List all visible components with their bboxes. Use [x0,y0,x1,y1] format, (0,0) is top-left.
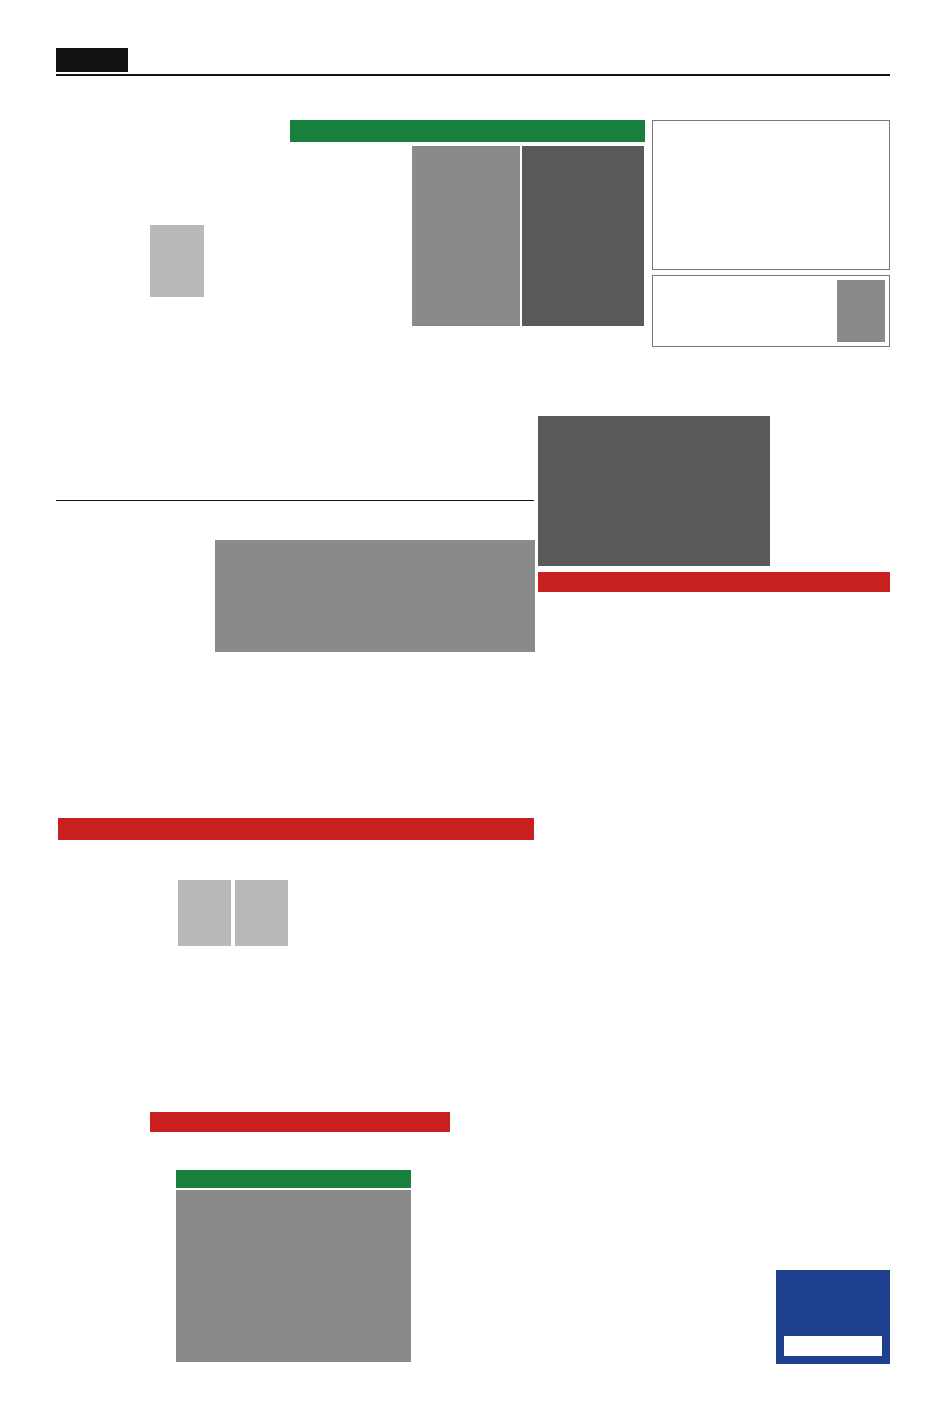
hotel-photo-2 [235,880,288,946]
application-body [290,432,530,496]
namma-clinic-headline [290,80,890,116]
hotel-body-col2 [178,960,288,1110]
amit-shah-tags [58,120,283,142]
ad-schedule-days [780,1274,886,1320]
ad-schedule-rate-label [780,1322,886,1332]
dutch-body-col2 [215,666,319,838]
hotel-headline [58,843,534,875]
server-photo-label [176,1170,411,1188]
masthead-logo [380,50,520,72]
clinic-stats-box [652,120,890,270]
quote-box [652,275,890,347]
dateline [700,50,890,72]
hotel-photo-caption-2 [235,948,288,958]
page-number [56,48,128,72]
ad-schedule-box [776,1270,890,1364]
server-kicker [150,1112,450,1132]
server-headline [58,1135,534,1165]
amit-shah-headline [58,80,283,118]
ad-schedule-rate [784,1336,882,1356]
dutch-photo-caption [215,653,535,663]
namma-clinic-subheadline [290,120,645,142]
group-photo-caption [776,420,890,566]
quote-attribution [657,330,832,342]
group-photo [538,416,770,566]
hotel-body-col4 [416,880,534,1110]
hotel-photo-caption-1 [178,948,231,958]
section-name [134,50,284,72]
clinic-photo-2 [522,146,644,326]
dutch-body-col3 [323,666,427,838]
classified-banner [538,572,890,592]
clinic-photo-caption [412,328,644,348]
server-queue-photo [176,1190,411,1362]
dutch-headline [58,505,534,537]
section-divider [56,500,534,501]
amit-shah-body-col2 [206,146,286,496]
dutch-body [58,540,210,840]
clinic-photo-1 [412,146,520,326]
hotel-kicker [58,818,534,840]
hotel-photo-1 [178,880,231,946]
server-body-col3 [416,1170,534,1364]
quote-portrait [837,280,885,342]
hotel-body [58,880,173,1110]
header-rule [56,74,890,76]
hotel-body-col3 [293,880,411,1110]
application-headline [290,410,530,430]
amit-shah-body-left [58,146,203,496]
quote-text [657,280,832,328]
dutch-body-col4 [431,666,535,838]
dutch-choir-photo [215,540,535,652]
server-body [58,1170,170,1364]
